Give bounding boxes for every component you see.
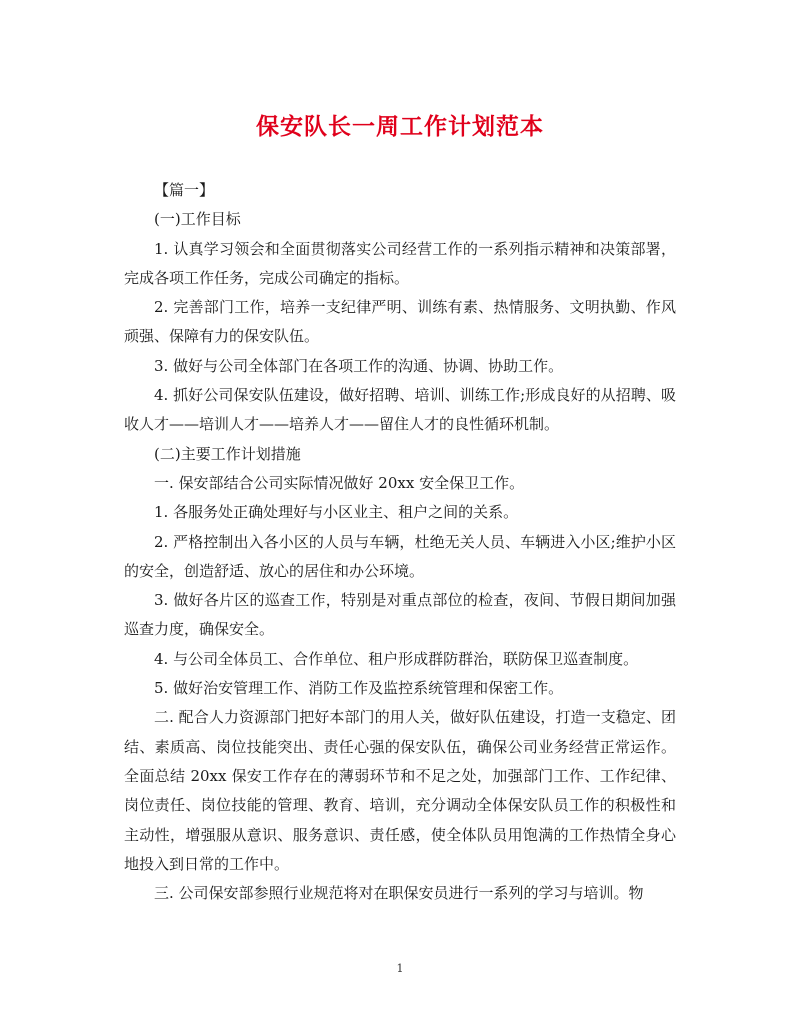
paragraph: 3. 做好与公司全体部门在各项工作的沟通、协调、协助工作。	[154, 356, 564, 375]
subsection-heading: (二)主要工作计划措施	[154, 444, 301, 463]
paragraph: 三. 公司保安部参照行业规范将对在职保安员进行一系列的学习与培训。物	[154, 884, 644, 903]
paragraph: 一. 保安部结合公司实际情况做好 20xx 安全保卫工作。	[154, 473, 525, 492]
paragraph: 4. 与公司全体员工、合作单位、租户形成群防群治，联防保卫巡查制度。	[154, 649, 639, 668]
paragraph: 5. 做好治安管理工作、消防工作及监控系统管理和保密工作。	[154, 679, 564, 698]
paragraph: 1. 各服务处正确处理好与小区业主、租户之间的关系。	[154, 503, 519, 522]
document-title: 保安队长一周工作计划范本	[256, 113, 544, 140]
page-number: 1	[396, 962, 404, 975]
section-heading: 【篇一】	[154, 181, 215, 199]
paragraph: 2. 严格控制出入各小区的人员与车辆，杜绝无关人员、车辆进入小区;维护小区的安全，创造舒适、放心的居住和办公环境。	[124, 532, 676, 580]
subsection-heading: (一)工作目标	[154, 210, 241, 229]
document-body	[124, 176, 676, 908]
paragraph: 3. 做好各片区的巡查工作，特别是对重点部位的检查，夜间、节假日期间加强巡查力度，确保安全。	[124, 591, 676, 639]
paragraph: 1. 认真学习领会和全面贯彻落实公司经营工作的一系列指示精神和决策部署，完成各项工作任务，完成公司确定的指标。	[124, 239, 676, 287]
paragraph: 4. 抓好公司保安队伍建设，做好招聘、培训、训练工作;形成良好的从招聘、吸收人才——培训人才——培养人才——留住人才的良性循环机制。	[124, 386, 676, 434]
paragraph: 二. 配合人力资源部门把好本部门的用人关，做好队伍建设，打造一支稳定、团结、素质高、岗位技能突出、责任心强的保安队伍，确保公司业务经营正常运作。全面总结 20xx 保安工作存在的薄弱环节和不足之处，加强部门工作、工作纪律、岗位责任、岗位技能的管理、教育、培训，充分调动全体保安队员工作的积极性和主动性，增强服从意识、服务意识、责任感，使全体队员用饱满的工作热情全身心地投入到日常的工作中。	[124, 708, 676, 873]
paragraph: 2. 完善部门工作，培养一支纪律严明、训练有素、热情服务、文明执勤、作风顽强、保障有力的保安队伍。	[124, 298, 676, 346]
